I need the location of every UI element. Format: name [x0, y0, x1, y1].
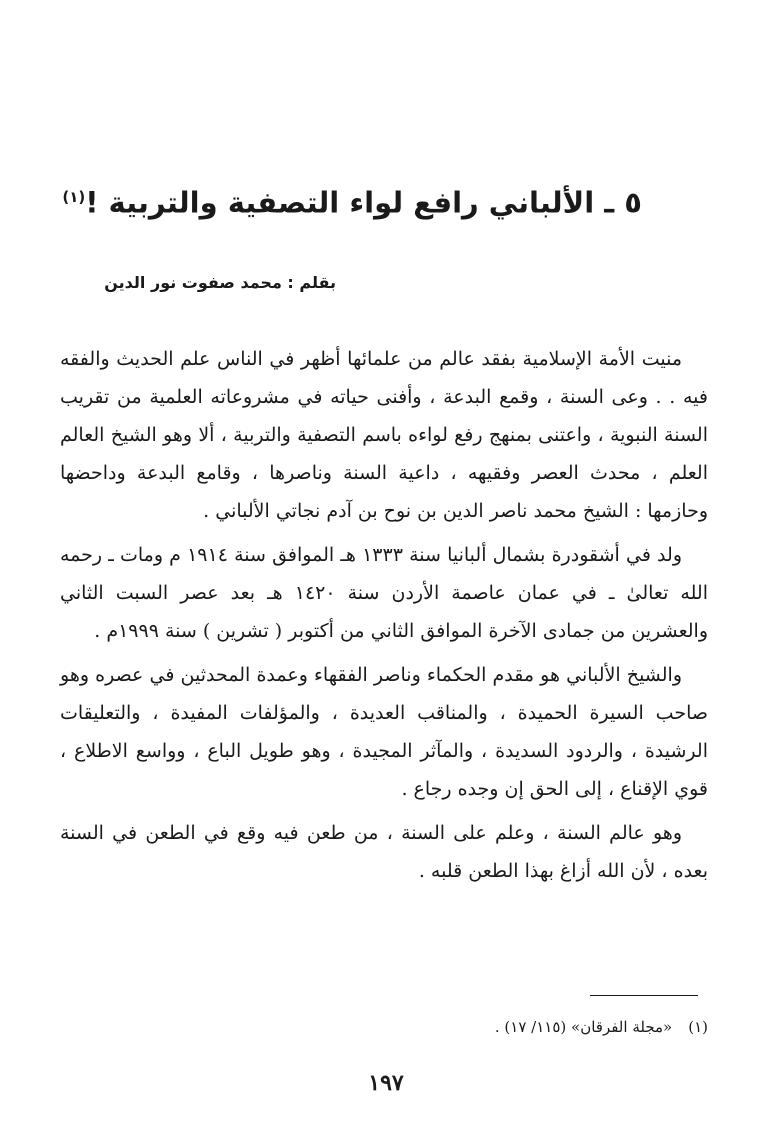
chapter-title-text: ٥ ـ الألباني رافع لواء التصفية والتربية !	[85, 186, 642, 221]
footnote	[308, 1014, 708, 1040]
body-text	[60, 340, 708, 896]
footnote-divider	[590, 995, 698, 996]
footnote-number: (١)	[688, 1018, 708, 1036]
paragraph: وهو عالم السنة ، وعلم على السنة ، من طعن فيه وقع في الطعن في السنة بعده ، لأن الله أزاغ بهذا الطعن قلبه .	[60, 822, 708, 882]
chapter-title	[62, 167, 642, 233]
page-number: ١٩٧	[368, 1070, 404, 1096]
footnote-reference: (١)	[62, 188, 86, 207]
footnote-text: «مجلة الفرقان» (١١٥/ ١٧) .	[494, 1018, 673, 1036]
author-line: بقلم : محمد صفوت نور الدين	[104, 273, 336, 292]
paragraph: والشيخ الألباني هو مقدم الحكماء وناصر الفقهاء وعمدة المحدثين في عصره وهو صاحب السيرة الحميدة ، والمناقب العديدة ، والمؤلفات المفيدة ، والتعليقات الرشيدة ، والردود السديدة ، والمآثر المجيدة ، وهو طويل الباع ، وواسع الاطلاع ، قوي الإقناع ، إلى الحق إن وجده رجاع .	[60, 664, 708, 800]
paragraph: ولد في أشقودرة بشمال ألبانيا سنة ١٣٣٣ هـ الموافق سنة ١٩١٤ م ومات ـ رحمه الله تعالىٰ ـ في عمان عاصمة الأردن سنة ١٤٢٠ هـ بعد عصر السبت الثاني والعشرين من جمادى الآخرة الموافق الثاني من أكتوبر ( تشرين ) سنة ١٩٩٩م .	[60, 544, 708, 642]
paragraph: منيت الأمة الإسلامية بفقد عالم من علمائها أظهر في الناس علم الحديث والفقه فيه . . وعى السنة ، وقمع البدعة ، وأفنى حياته في مشروعاته العلمية من تقريب السنة النبوية ، واعتنى بمنهج رفع لواءه باسم التصفية والتربية ، ألا وهو الشيخ العالم العلم ، محدث العصر وفقيهه ، داعية السنة وناصرها ، وقامع البدعة وداحضها وحازمها : الشيخ محمد ناصر الدين بن نوح بن آدم نجاتي الألباني .	[60, 348, 708, 522]
